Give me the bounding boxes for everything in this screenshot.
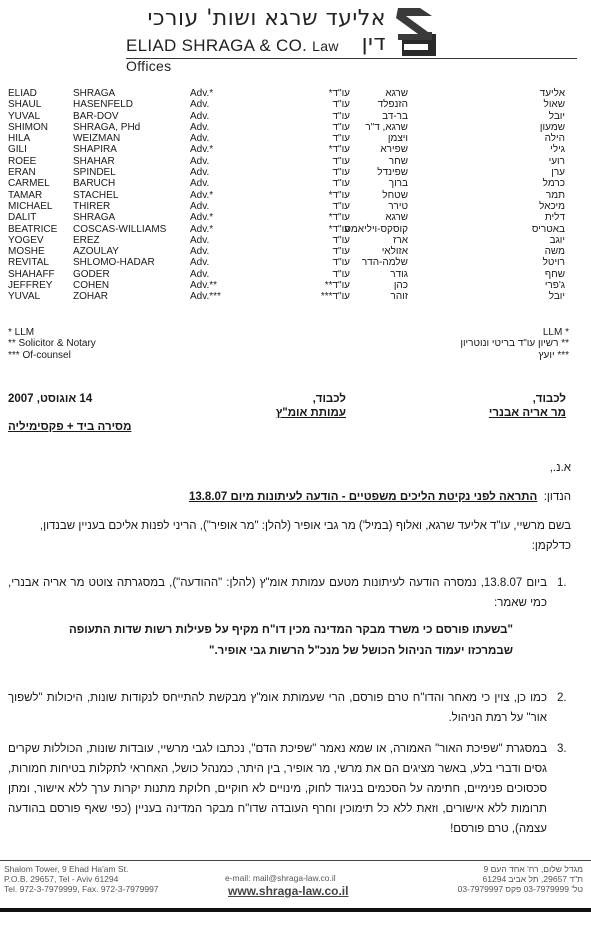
recipient-primary bbox=[489, 392, 566, 420]
lawyer-hebrew-last-name: שחר bbox=[388, 155, 408, 167]
lawyer-last-name: EREZ bbox=[73, 234, 100, 246]
lawyer-hebrew-first-name: יובל bbox=[548, 291, 565, 303]
lawyer-hebrew-name bbox=[329, 224, 408, 235]
lawyer-hebrew-name bbox=[321, 291, 408, 302]
lawyer-hebrew-title: עו"ד bbox=[332, 257, 350, 269]
letter-date: 14 אוגוסט, 2007 bbox=[8, 393, 93, 405]
lawyer-hebrew-name bbox=[329, 88, 408, 99]
lawyer-hebrew-name bbox=[332, 133, 408, 144]
lawyer-hebrew-first-name: יובל bbox=[548, 110, 565, 122]
lawyer-last-name: SHAHAR bbox=[73, 155, 115, 167]
footer-address-english bbox=[4, 864, 159, 894]
footer-line: טל' 03-7979999 פקס 03-7979997 bbox=[457, 884, 583, 894]
lawyer-hebrew-name bbox=[332, 257, 408, 268]
footnote-en: * LLM bbox=[8, 327, 35, 338]
lawyer-first-name: MOSHE bbox=[8, 246, 45, 258]
lawyer-hebrew-last-name: ויצמן bbox=[387, 133, 408, 145]
footer-email[interactable]: e-mail: mail@shraga-law.co.il bbox=[225, 873, 336, 883]
lawyer-title: Adv. bbox=[190, 133, 210, 145]
delivery-method: מסירה ביד + פקסימיליה bbox=[8, 421, 132, 433]
lawyer-hebrew-title: עו"ד bbox=[332, 99, 350, 111]
paragraph-number: .2 bbox=[557, 692, 567, 704]
paragraph-text: ביום 13.8.07, נמסרה הודעה לעיתונות מטעם עמותת אומ"ץ (להלן: "ההודעה"), במסגרתה צוטט מר אריה אבנרי, כמי שאמר: bbox=[8, 577, 547, 609]
lawyer-last-name: SPINDEL bbox=[73, 167, 116, 179]
lawyer-hebrew-last-name: שטחל bbox=[382, 189, 408, 201]
lawyer-hebrew-title: עו"ד*** bbox=[320, 291, 350, 303]
lawyer-row bbox=[8, 88, 573, 99]
subject-line bbox=[189, 491, 571, 503]
recipient-name: עמותת אומ"ץ bbox=[275, 407, 346, 419]
lawyer-last-name: COSCAS-WILLIAMS bbox=[73, 223, 167, 235]
lawyer-title: Adv.* bbox=[190, 212, 214, 224]
paragraph-3 bbox=[8, 739, 571, 839]
footer-divider bbox=[0, 860, 591, 861]
lawyer-row bbox=[8, 246, 573, 257]
lawyer-hebrew-title: עו"ד bbox=[332, 110, 350, 122]
lawyer-title: Adv. bbox=[190, 110, 210, 122]
paragraph-text: כמו כן, צוין כי מאחר והדו"ח טרם פורסם, הרי שעמותת אומ"ץ מבקשת להתייחס לנקודות שונות, היכולות "לשפוך אור" על רמת הניהול. bbox=[8, 692, 547, 724]
lawyer-first-name: CARMEL bbox=[8, 178, 50, 190]
lawyer-hebrew-title: עו"ד bbox=[332, 155, 350, 167]
lawyer-hebrew-first-name: שאול bbox=[543, 99, 565, 111]
lawyer-hebrew-last-name: הזנפלד bbox=[377, 99, 408, 111]
lawyer-last-name: SHLOMO-HADAR bbox=[73, 257, 155, 269]
lawyer-hebrew-title: עו"ד* bbox=[328, 189, 350, 201]
recipient-name: מר אריה אבנרי bbox=[488, 407, 566, 419]
footnote-he: ** רשיון עו"ד בריטי ונוטריון bbox=[460, 338, 569, 350]
lawyer-hebrew-last-name: שלמה-הדר bbox=[361, 257, 408, 269]
footnote-he: * LLM bbox=[542, 327, 569, 338]
lawyer-hebrew-first-name: תמר bbox=[545, 189, 565, 201]
lawyer-first-name: REVITAL bbox=[8, 257, 49, 269]
lawyer-hebrew-first-name: כרמל bbox=[542, 178, 565, 190]
lawyer-hebrew-title: עו"ד* bbox=[328, 88, 350, 99]
lawyer-hebrew-last-name: גודר bbox=[390, 268, 408, 280]
lawyer-title: Adv. bbox=[190, 257, 210, 269]
lawyer-hebrew-title: עו"ד bbox=[332, 167, 350, 179]
lawyer-last-name: COHEN bbox=[73, 280, 110, 292]
lawyer-first-name: YUVAL bbox=[8, 110, 41, 122]
lawyer-first-name: HILA bbox=[8, 133, 31, 145]
lawyer-hebrew-title: עו"ד bbox=[332, 121, 350, 133]
lawyer-hebrew-name bbox=[332, 246, 408, 257]
lawyer-first-name: YUVAL bbox=[8, 291, 41, 303]
lawyer-row bbox=[8, 269, 573, 280]
lawyer-title: Adv.* bbox=[190, 144, 214, 156]
footnotes-english bbox=[8, 327, 96, 361]
paragraph-number: .3 bbox=[557, 743, 567, 755]
footer-address-hebrew bbox=[458, 864, 583, 894]
lawyer-first-name: JEFFREY bbox=[8, 280, 53, 292]
lawyer-row bbox=[8, 99, 573, 110]
lawyer-first-name: SHAUL bbox=[8, 99, 42, 111]
lawyer-first-name: DALIT bbox=[8, 212, 37, 224]
lawyer-hebrew-first-name: גילי bbox=[550, 144, 565, 156]
lawyer-first-name: MICHAEL bbox=[8, 200, 53, 212]
lawyer-row bbox=[8, 144, 573, 155]
lawyer-hebrew-first-name: דלית bbox=[544, 212, 565, 224]
footnotes-hebrew bbox=[460, 327, 569, 361]
lawyer-hebrew-title: עו"ד** bbox=[324, 280, 350, 292]
lawyer-last-name: SHRAGA bbox=[73, 212, 116, 224]
lawyer-hebrew-first-name: יוגב bbox=[549, 234, 565, 246]
footer-bar bbox=[0, 908, 591, 912]
footer-line: מגדל שלום, רח' אחד העם 9 bbox=[483, 864, 583, 874]
subject-text: התראה לפני נקיטת הליכים משפטיים - הודעה לעיתונות מיום 13.8.07 bbox=[188, 491, 538, 503]
lawyer-title: Adv.* bbox=[190, 189, 214, 201]
lawyer-first-name: BEATRICE bbox=[8, 223, 58, 235]
lawyer-hebrew-first-name: מיכאל bbox=[539, 200, 565, 212]
lawyer-hebrew-name bbox=[332, 269, 408, 280]
lawyer-hebrew-first-name: רועי bbox=[548, 155, 565, 167]
lawyer-hebrew-first-name: שחף bbox=[544, 268, 565, 280]
lawyer-hebrew-name bbox=[332, 178, 408, 189]
lawyer-row bbox=[8, 190, 573, 201]
lawyer-hebrew-name bbox=[332, 156, 408, 167]
lawyer-hebrew-title: עו"ד* bbox=[328, 212, 350, 224]
lawyer-hebrew-last-name: שרגא bbox=[385, 88, 408, 99]
lawyer-first-name: ERAN bbox=[8, 167, 36, 179]
firm-name-english-main: ELIAD SHRAGA & CO. bbox=[126, 36, 308, 55]
footnote-he: *** יועץ bbox=[538, 349, 569, 361]
lawyer-hebrew-last-name: זוהר bbox=[390, 291, 408, 303]
lawyer-row bbox=[8, 178, 573, 189]
lawyer-last-name: HASENFELD bbox=[73, 99, 134, 111]
lawyer-hebrew-first-name: אליעד bbox=[539, 88, 565, 99]
lawyer-row bbox=[8, 156, 573, 167]
lawyer-last-name: AZOULAY bbox=[73, 246, 119, 258]
lawyer-row bbox=[8, 122, 573, 133]
lawyer-row bbox=[8, 111, 573, 122]
lawyer-hebrew-last-name: שרגא bbox=[385, 212, 408, 224]
lawyer-title: Adv. bbox=[190, 234, 210, 246]
lawyer-first-name: ROEE bbox=[8, 155, 37, 167]
lawyer-last-name: SHRAGA, PHd bbox=[73, 121, 141, 133]
paragraph-2 bbox=[8, 688, 571, 728]
lawyer-title: Adv. bbox=[190, 246, 210, 258]
lawyer-title: Adv. bbox=[190, 167, 210, 179]
lawyer-hebrew-first-name: ערן bbox=[551, 167, 565, 179]
lawyer-hebrew-name bbox=[332, 167, 408, 178]
lawyer-title: Adv. bbox=[190, 178, 210, 190]
lawyer-last-name: BARUCH bbox=[73, 178, 116, 190]
lawyer-hebrew-last-name: שרגא, ד"ר bbox=[365, 121, 408, 133]
footer-website-link[interactable]: www.shraga-law.co.il bbox=[228, 884, 349, 898]
footer-line: Shalom Tower, 9 Ehad Ha'am St. bbox=[4, 864, 129, 874]
lawyer-hebrew-name bbox=[329, 190, 408, 201]
lawyer-row bbox=[8, 280, 573, 291]
lawyer-hebrew-last-name: אזולאי bbox=[381, 246, 408, 258]
lawyer-title: Adv. bbox=[190, 99, 210, 111]
lawyer-hebrew-name bbox=[325, 280, 408, 291]
lawyer-hebrew-title: עו"ד bbox=[332, 133, 350, 145]
lawyer-row bbox=[8, 133, 573, 144]
lawyer-last-name: SHAPIRA bbox=[73, 144, 117, 156]
footer-line: Tel. 972-3-7979999, Fax. 972-3-7979997 bbox=[4, 884, 159, 894]
lawyer-first-name: GILI bbox=[8, 144, 27, 156]
lawyer-hebrew-first-name: רויטל bbox=[542, 257, 565, 269]
firm-name-english-suffix: Law Offices bbox=[126, 38, 339, 74]
lawyer-first-name: SHIMON bbox=[8, 121, 48, 133]
lawyer-last-name: WEIZMAN bbox=[73, 133, 121, 145]
lawyer-hebrew-last-name: בר-דב bbox=[382, 110, 408, 122]
lawyer-hebrew-last-name: ארז bbox=[392, 234, 408, 246]
lawyer-hebrew-title: עו"ד bbox=[332, 200, 350, 212]
lawyer-last-name: BAR-DOV bbox=[73, 110, 119, 122]
lawyer-title: Adv.** bbox=[190, 280, 218, 292]
lawyer-title: Adv.* bbox=[190, 223, 214, 235]
lawyer-title: Adv. bbox=[190, 268, 210, 280]
lawyer-row bbox=[8, 235, 573, 246]
salutation: א.נ., bbox=[549, 462, 571, 474]
subject-label: הנדון: bbox=[543, 491, 571, 503]
lawyer-hebrew-first-name: ג'פרי bbox=[544, 280, 565, 292]
header-divider bbox=[126, 58, 577, 59]
lawyer-hebrew-name bbox=[332, 235, 408, 246]
footer-line: ת"ד 29657, תל אביב 61294 bbox=[482, 874, 583, 884]
lawyer-hebrew-name bbox=[329, 212, 408, 223]
lawyer-title: Adv.* bbox=[190, 88, 214, 99]
firm-logo-icon bbox=[392, 6, 436, 56]
footnote-en: ** Solicitor & Notary bbox=[8, 338, 96, 350]
lawyer-hebrew-first-name: שמעון bbox=[539, 121, 565, 133]
lawyer-last-name: THIRER bbox=[73, 200, 111, 212]
lawyer-last-name: STACHEL bbox=[73, 189, 119, 201]
lawyer-hebrew-name bbox=[332, 201, 408, 212]
firm-name-english bbox=[126, 36, 386, 76]
lawyer-hebrew-last-name: כהן bbox=[393, 280, 408, 292]
lawyer-last-name: ZOHAR bbox=[73, 291, 108, 303]
lawyer-hebrew-title: עו"ד bbox=[332, 178, 350, 190]
lawyer-hebrew-first-name: הילה bbox=[544, 133, 565, 145]
lawyer-row bbox=[8, 291, 573, 302]
paragraph-1 bbox=[8, 573, 571, 613]
lawyer-title: Adv. bbox=[190, 200, 210, 212]
lawyer-title: Adv.*** bbox=[190, 291, 221, 303]
paragraph-text: במסגרת "שפיכת האור" האמורה, או שמא נאמר "שפיכת הדם", נכתבו לגבי מרשיי, עובדות שונות, הכוללות שקרים גסים ודברי בלע, באשר מציגים הם את מרשי, מר אופיר, בין היתר, כמנהל כושל, האחראי לתקלות בטיחות חמורות, סכסוכים פנימיים, חתימה על הסכמים בניגוד לחוק, מינויים לא חוקיים, חלוקת מתנות יקרות ערך ללא אישור, ומתן תרומות ללא אישורים, וזאת ללא כל תימוכין וחרף העובדה שדו"ח מבקר המדינה בעניין (כפי שאף פורסם בהודעה עצמה), טרם פורסם! bbox=[8, 743, 547, 835]
lawyer-title: Adv. bbox=[190, 155, 210, 167]
recipient-secondary bbox=[276, 392, 346, 420]
lawyer-hebrew-last-name: שפירא bbox=[380, 144, 408, 156]
lawyer-hebrew-title: עו"ד bbox=[332, 234, 350, 246]
lawyer-hebrew-last-name: ברוך bbox=[388, 178, 408, 190]
lawyer-first-name: SHAHAFF bbox=[8, 268, 55, 280]
lawyer-hebrew-name bbox=[329, 144, 408, 155]
lawyer-row bbox=[8, 257, 573, 268]
lawyers-list bbox=[8, 88, 573, 303]
lawyer-hebrew-title: עו"ד* bbox=[328, 144, 350, 156]
lawyer-hebrew-title: עו"ד* bbox=[328, 223, 350, 235]
lawyer-last-name: SHRAGA bbox=[73, 88, 116, 99]
lawyer-first-name: YOGEV bbox=[8, 234, 44, 246]
lawyer-hebrew-name bbox=[332, 111, 408, 122]
footnote-en: *** Of-counsel bbox=[8, 349, 71, 361]
firm-name-hebrew: אליעד שרגא ושות' עורכי דין bbox=[147, 6, 386, 56]
lawyer-first-name: ELIAD bbox=[8, 88, 37, 99]
lawyer-hebrew-last-name: טירר bbox=[388, 200, 408, 212]
lawyer-hebrew-first-name: משה bbox=[544, 246, 565, 258]
lawyer-first-name: TAMAR bbox=[8, 189, 43, 201]
lawyer-hebrew-title: עו"ד bbox=[332, 268, 350, 280]
lawyer-hebrew-last-name: קוסקס-ויליאמס bbox=[344, 223, 408, 235]
recipient-to-label: לכבוד, bbox=[532, 393, 566, 405]
lawyer-last-name: GODER bbox=[73, 268, 110, 280]
footer-line: P.O.B. 29657, Tel - Aviv 61294 bbox=[4, 874, 119, 884]
lawyer-hebrew-title: עו"ד bbox=[332, 246, 350, 258]
lawyer-row bbox=[8, 201, 573, 212]
lawyer-row bbox=[8, 167, 573, 178]
intro-paragraph: בשם מרשיי, עו"ד אליעד שרגא, ואלוף (במיל') מר גבי אופיר (להלן: "מר אופיר"), הריני לפנות אליכם בעניין שבנדון, כדלקמן: bbox=[39, 520, 571, 552]
lawyer-hebrew-last-name: שפינדל bbox=[377, 167, 408, 179]
recipient-to-label: לכבוד, bbox=[312, 393, 346, 405]
lawyer-row bbox=[8, 224, 573, 235]
lawyer-hebrew-name bbox=[332, 122, 408, 133]
lawyer-hebrew-first-name: באטריס bbox=[531, 223, 565, 235]
paragraph-number: .1 bbox=[557, 577, 567, 589]
lawyer-hebrew-name bbox=[332, 99, 408, 110]
quoted-statement: "בשעתו פורסם כי משרד מבקר המדינה מכין דו"ח מקיף על פעילות רשות שדות התעופה שבמרכזו יעמוד הניהול הכושל של מנכ"ל הרשות גבי אופיר." bbox=[68, 624, 513, 657]
lawyer-row bbox=[8, 212, 573, 223]
lawyer-title: Adv. bbox=[190, 121, 210, 133]
